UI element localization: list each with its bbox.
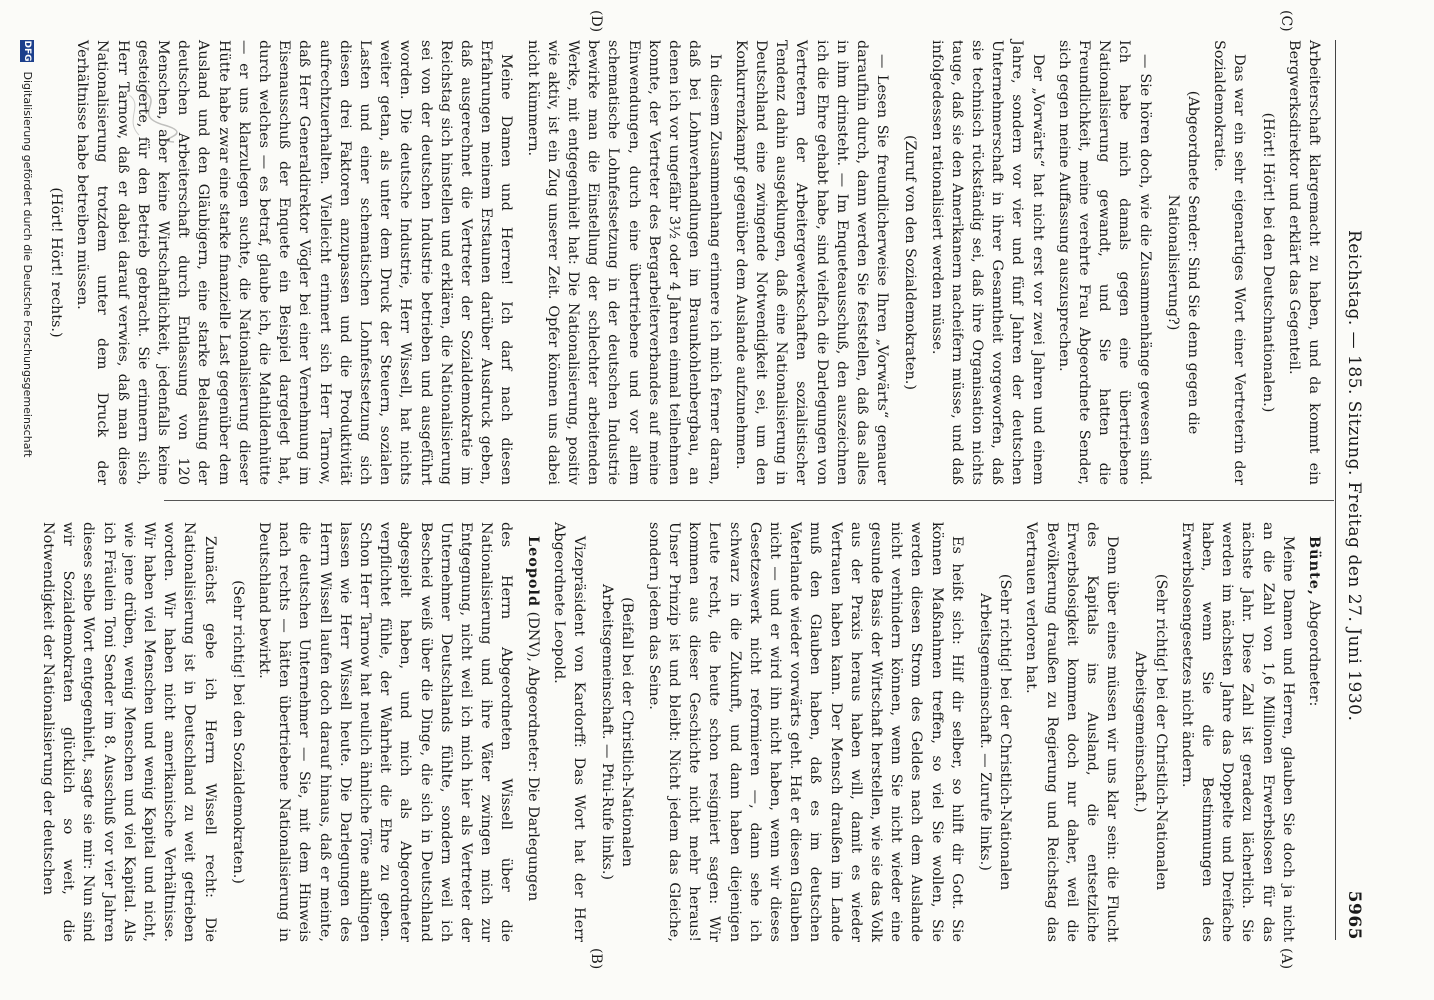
margin-marker-c: (C)	[1278, 10, 1294, 32]
left-paragraph: des Herrn Abgeordneten Wissell über die Nationalisierung und ihre Väter zwingen mich zur Entgegnung, nicht weil ich mich hier als Vertreter der Unternehmer Deutschlands fühlte, sondern weil ich Bescheid weiß über die Dinge, die sich in Deutschland abgespielt haben, und mich als Abgeordneter verpflichtet fühle, der Wahrheit die Ehre zu geben. Schon Herr Tarnow hat neulich ähnliche Töne anklingen lassen wie Herr Wissell heute. Die Darlegungen des Herrn Wissell laufen doch darauf hinaus, daß er meinte, die deutschen Unternehmer — Sie, mit dem Hinweis nach rechts — hätten übertriebene Nationalisierung in Deutschland bewirkt.	[256, 522, 515, 942]
right-column	[48, 40, 1324, 485]
dfg-logo-icon: DFG	[22, 40, 32, 62]
right-paragraph: In diesem Zusammenhang erinnere ich mich ferner daran, daß bei Lohnverhandlungen im Braunkohlenbergbau, an denen ich vor ungefähr 3½ oder 4 Jahren einmal teilnehmen konnte, der Vertreter des Bergarbeiterverbandes auf meine Einwendungen, durch eine übertriebene und vor allem schematische Lohnfestsetzung in der deutschen Industrie bewirke man die Einstellung der schlechter arbeitenden Werke, mit entgegenhielt hat: Die Nationalisierung, positiv wie aktiv, ist ein Zug unserer Zeit. Opfer können uns dabei nicht kümmern.	[524, 40, 723, 485]
speaker-name: Leopold	[524, 536, 542, 608]
right-interjection: (Hört! Hört! bei den Deutschnationalen.)	[1259, 112, 1276, 413]
left-speaker-line	[1304, 522, 1324, 942]
margin-marker-b: (B)	[588, 948, 604, 970]
left-paragraph: Es heißt sich: Hilf dir selber, so hilft dir Gott. Sie können Maßnahmen treffen, so viel Sie wollen, Sie werden diesen Strom des Geldes nach dem Auslande nicht verhindern können, wenn Sie nicht wieder eine gesunde Basis der Wirtschaft herstellen, wie sie das Volk aus der Praxis heraus haben will, damit es wieder Vertrauen haben kann. Der Mensch draußen im Lande muß den Glauben haben, daß es im deutschen Vaterlande wieder vorwärts geht. Hat er diesen Glauben nicht — und er wird ihn nicht haben, wenn wir dieses Gesetzeswerk nicht reformieren —, dann sehe ich schwarz in die Zukunft, und dann haben diejenigen Leute recht, die heute schon resigniert sagen: Wir kommen aus dieser Geschichte nicht mehr heraus! Unser Prinzip ist und bleibt: Nicht jedem das Gleiche, sondern jedem das Seine.	[645, 522, 965, 942]
speaker-role: (DNV), Abgeordneter: Die Darlegungen	[524, 611, 541, 902]
right-interjection: (Zuruf von den Sozialdemokraten.)	[902, 135, 919, 390]
left-interjection: (Sehr richtig! bei den Sozialdemokraten.)	[229, 580, 246, 884]
page-header	[1338, 40, 1372, 940]
left-paragraph: Vizepräsident von Kardorff: Das Wort hat der Herr Abgeordnete Leopold.	[550, 522, 588, 942]
right-paragraph: Der „Vorwärts“ hat nicht erst vor zwei Jahren und einem Jahre, sondern vor vier und fünf Jahren der deutschen Unternehmerschaft in ihrer Gesamtheit vorgeworfen, daß sie technisch rückständig sei, daß ihre Organisation nichts tauge, daß sie den Amerikanern nacheifern müsse, und daß infolgedessen rationalisiert werden müsse.	[928, 40, 1046, 485]
running-head: Reichstag. — 185. Sitzung. Freitag den 27. Juni 1930.	[1344, 230, 1364, 722]
left-paragraph: Meine Damen und Herren, glauben Sie doch ja nicht an die Zahl von 1,6 Millionen Erwerbslosen für das nächste Jahr. Diese Zahl ist geradezu lächerlich. Sie werden im nächsten Jahre das Doppelte und Dreifache haben, wenn Sie die Bestimmungen des Erwerbslosengesetzes nicht ändern.	[1178, 522, 1296, 942]
page-number: 5965	[1344, 890, 1364, 940]
margin-marker-d: (D)	[588, 10, 604, 33]
left-interjection: (Sehr richtig! bei der Christlich-Nationalen Arbeitsgemeinschaft.)	[1132, 573, 1169, 891]
right-paragraph: — Lesen Sie freundlicherweise Ihren „Vorwärts“ genauer daraufhin durch, dann werden Sie feststellen, daß das alles in ihm drinsteht. — Im Enqueteausschuß, den auszeichnen ich die Ehre gehabt habe, sind vielfach die Darlegungen von Vertretern der Arbeitergewerkschaften sozialistischer Tendenz dahin ausgeklungen, daß eine Nationalisierung in Deutschland eine zwingende Notwendigkeit sei, um den Konkurrenzkampf gegenüber dem Auslande aufzunehmen.	[732, 40, 891, 485]
left-speaker-line	[522, 522, 542, 942]
left-column	[40, 500, 1324, 942]
left-paragraph: Zunächst gebe ich Herrn Wissell recht: Die Nationalisierung ist in Deutschland zu weit getrieben worden. Wir haben nicht amerikanische Verhältnisse. Wir haben viel Menschen und wenig Kapital und nicht, wie jene drüben, wenig Menschen und viel Kapital. Als ich Fräulein Toni Sender im 8. Ausschuß vor vier Jahren dieses selbe Wort entgegenhielt, sagte sie mir: Nun sind wir Sozialdemokraten glücklich so weit, die Notwendigkeit der Nationalisierung der deutschen	[40, 522, 218, 942]
right-paragraph: Arbeiterschaft klargemacht zu haben, und da kommt ein Bergwerksdirektor und erklärt das Gegenteil.	[1285, 40, 1322, 485]
right-interjection: (Hört! Hört! rechts.)	[48, 187, 65, 338]
right-paragraph: Meine Damen und Herren! Ich darf nach diesen Erfahrungen meinem Erstaunen darüber Ausdruck geben, daß ausgerechnet die Vertreter der Sozialdemokratie im Reichstag sich hinstellen und erklären, die Nationalisierung sei von der deutschen Industrie betrieben und ausgeführt worden. Die deutsche Industrie, Herr Wissell, hat nichts weiter getan, als unter dem Druck der Steuern, sozialen Lasten und einer schematischen Lohnfestsetzung sich diesen drei Faktoren anzupassen und die Produktivität aufrechtzuerhalten. Vielleicht erinnert sich Herr Tarnow, daß Herr Generaldirektor Vögler bei einer Vernehmung im Eisenausschuß der Enquete ein Beispiel dargelegt hat, durch welches — es betraf, glaube ich, die Mathildenhütte — er uns klarzulegen suchte, die Nationalisierung dieser Hütte habe zwar eine starke finanzielle Last gegenüber dem Ausland und den Gläubigern, eine starke Belastung der deutschen Arbeiterschaft durch Entlassung von 120 Menschen, aber keine Wirtschaftlichkeit, jedenfalls keine gesteigerte, für den Betrieb gebracht. Sie erinnern sich, Herr Tarnow, daß er dabei darauf verwies, daß man diese Nationalisierung trotzdem unter dem Druck der Verhältnisse habe betreiben müssen.	[74, 40, 515, 485]
speaker-role: Abgeordneter:	[1306, 600, 1322, 707]
left-paragraph: Denn über eines müssen wir uns klar sein: die Flucht des Kapitals ins Ausland, die entsetzliche Erwerbslosigkeit kommen doch nur daher, weil die Bevölkerung draußen zu Regierung und Reichstag das Vertrauen verloren hat.	[1023, 522, 1121, 942]
handwritten-mark	[119, 80, 189, 150]
right-paragraph: — Sie hören doch, wie die Zusammenhänge gewesen sind. Ich habe mich damals gegen eine übertriebene Nationalisierung gewandt, und Sie hatten die Freundlichkeit, meine verehrte Frau Abgeordnete Sender, sich gegen meine Auffassung auszusprechen.	[1055, 40, 1153, 485]
speaker-name: Bünte,	[1306, 536, 1323, 596]
left-interjection: (Sehr richtig! bei der Christlich-Nationalen Arbeitsgemeinschaft. — Zurufe links.)	[976, 573, 1014, 891]
left-interjection: (Beifall bei der Christlich-Nationalen Arbeitsgemeinschaft. — Pfui-Rufe links.)	[599, 583, 636, 881]
right-paragraph: Das war ein sehr eigenartiges Wort einer Vertreterin der Sozialdemokratie.	[1211, 40, 1248, 485]
right-interjection: (Abgeordnete Sender: Sind Sie denn gegen die Nationalisierung?)	[1164, 90, 1201, 435]
column-divider	[164, 500, 1334, 501]
header-rule	[1335, 40, 1336, 940]
margin-marker-a: (A)	[1278, 948, 1294, 970]
digitization-credit: Digitalisierung gefördert durch die Deutsche Forschungsgemeinschaft	[21, 71, 34, 458]
digitization-footer	[8, 40, 34, 980]
